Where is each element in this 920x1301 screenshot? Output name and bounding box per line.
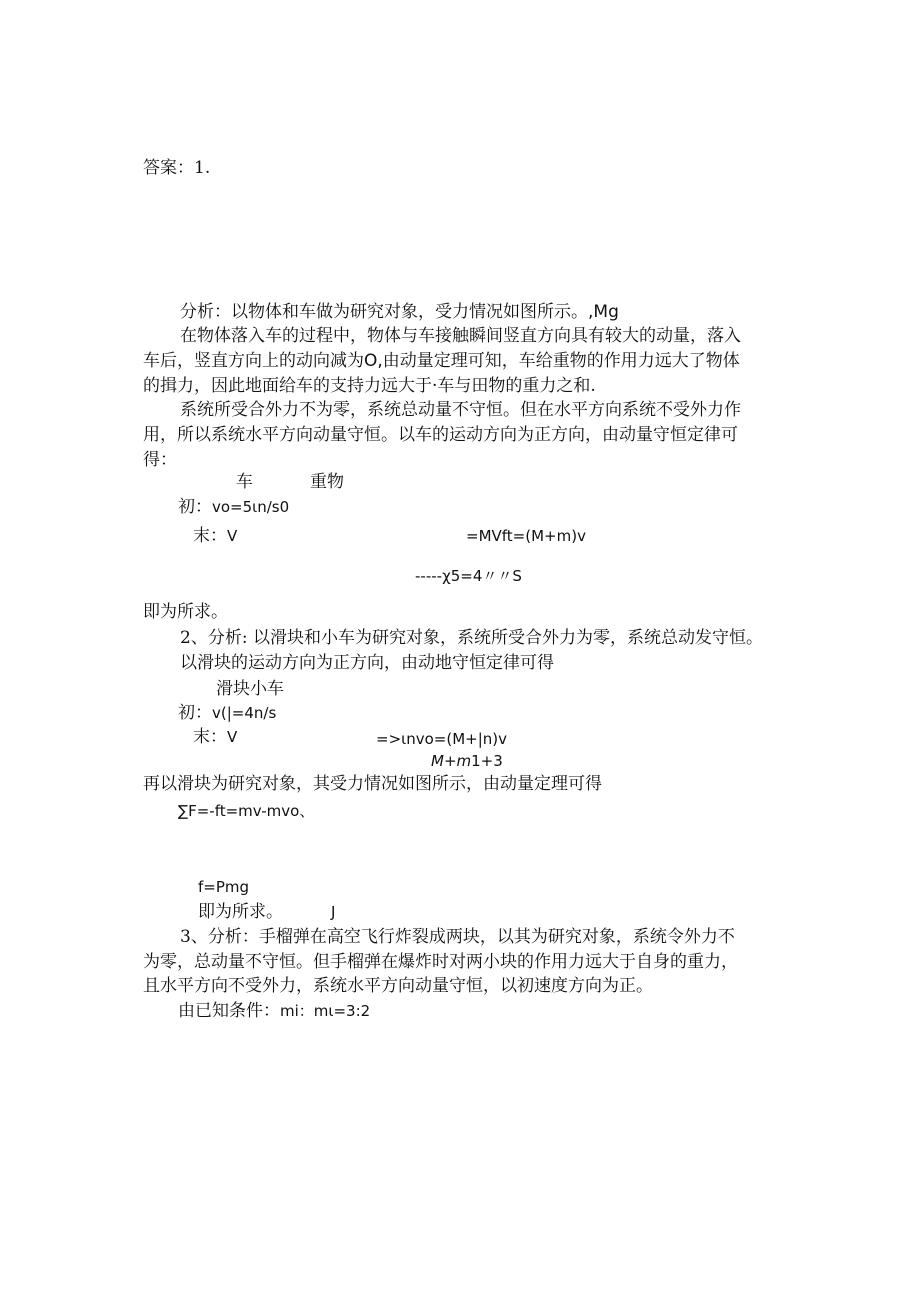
section2-conclusion: 即为所求。 (198, 902, 283, 922)
section2-friction: f=Pmg (198, 878, 250, 896)
section1-initial-value: vo=5ιn∕s0 (212, 498, 290, 516)
section3-line3: 且水平方向不受外力，系统水平方向动量守恒，以初速度方向为正。 (143, 976, 653, 996)
section1-conclusion: 即为所求。 (143, 602, 228, 622)
section1-result-line: -----χ5=4〃〃S (415, 567, 522, 585)
section3-line1: 3、分析：手榴弹在高空飞行炸裂成两块，以其为研究对象，系统令外力不 (180, 927, 735, 947)
section2-initial-label: 初： (178, 703, 212, 723)
section2-line1 (180, 627, 763, 649)
section1-final-v: V (227, 527, 238, 545)
section2-cols: 滑块小车 (216, 679, 284, 699)
section1-p1-line2-b: 由动量定理可知，车给重物的作用力远大了物体 (382, 351, 740, 371)
section1-p1-line2-o: O, (364, 351, 383, 371)
section3-line2: 为零，总动量不守恒。但手榴弹在爆炸时对两小块的作用力远大于自身的重力， (143, 952, 738, 972)
section2-stray-mark: J (331, 903, 336, 921)
section1-initial-row (178, 496, 289, 518)
section3-known-row (178, 1000, 370, 1022)
section3-known-value: mi：mι=3:2 (280, 1002, 371, 1020)
section1-final-row (193, 525, 237, 547)
section2-initial-value: v(|=4n∕s (212, 704, 277, 722)
section1-analysis-text: 分析：以物体和车做为研究对象，受力情况如图所示。 (180, 302, 588, 322)
section2-initial-row (178, 702, 276, 724)
section2-final-label: 末： (193, 727, 227, 747)
section1-final-equation: =MVft=(M+m)v (466, 527, 586, 545)
section1-p2-line2: 用，所以系统水平方向动量守恒。以车的运动方向为正方向，由动量守恒定律可 (143, 425, 738, 445)
section2-line1-a: 2、分析 (180, 628, 242, 648)
answer-heading-text: 答案：1. (143, 158, 211, 178)
section2-denominator (431, 750, 503, 772)
section1-col-car: 车 (236, 472, 253, 492)
section1-p1-line3: 的揖力，因此地面给车的支持力远大于·车与田物的重力之和. (143, 376, 596, 396)
section1-analysis-line (180, 301, 619, 323)
section2-denominator-rest: 1+3 (471, 752, 503, 770)
section1-p2-line1: 系统所受合外力不为零，系统总动量不守恒。但在水平方向系统不受外力作 (180, 400, 741, 420)
answer-heading (143, 157, 210, 179)
section1-col-weight: 重物 (310, 472, 344, 492)
section1-analysis-mg: ,Mg (588, 302, 619, 322)
section2-line3: 再以滑块为研究对象，其受力情况如图所示，由动量定理可得 (143, 774, 602, 794)
section2-denominator-italic: M+m (431, 752, 472, 770)
section2-final-row (193, 726, 237, 748)
section1-p1-line2 (143, 350, 740, 372)
section1-p1-line1: 在物体落入车的过程中，物体与车接触瞬间竖直方向具有较大的动量，落入 (180, 326, 741, 346)
section2-final-equation: =>ιnvo=(M+|n)v (376, 730, 507, 748)
section2-line1-b: : 以滑块和小车为研究对象，系统所受合外力为零，系统总动发守恒。 (241, 628, 763, 648)
section1-initial-label: 初： (178, 497, 212, 517)
section2-final-v: V (227, 728, 238, 746)
section2-sum-equation: ∑F=-ft=mv-mvo、 (178, 802, 315, 820)
section3-known-label: 由已知条件： (178, 1001, 280, 1021)
section1-p1-line2-a: 车后，竖直方向上的动向减为 (143, 351, 364, 371)
section1-p2-line3: 得： (143, 450, 177, 470)
section2-line2: 以滑块的运动方向为正方向，由动地守恒定律可得 (180, 653, 554, 673)
section1-final-label: 末： (193, 526, 227, 546)
